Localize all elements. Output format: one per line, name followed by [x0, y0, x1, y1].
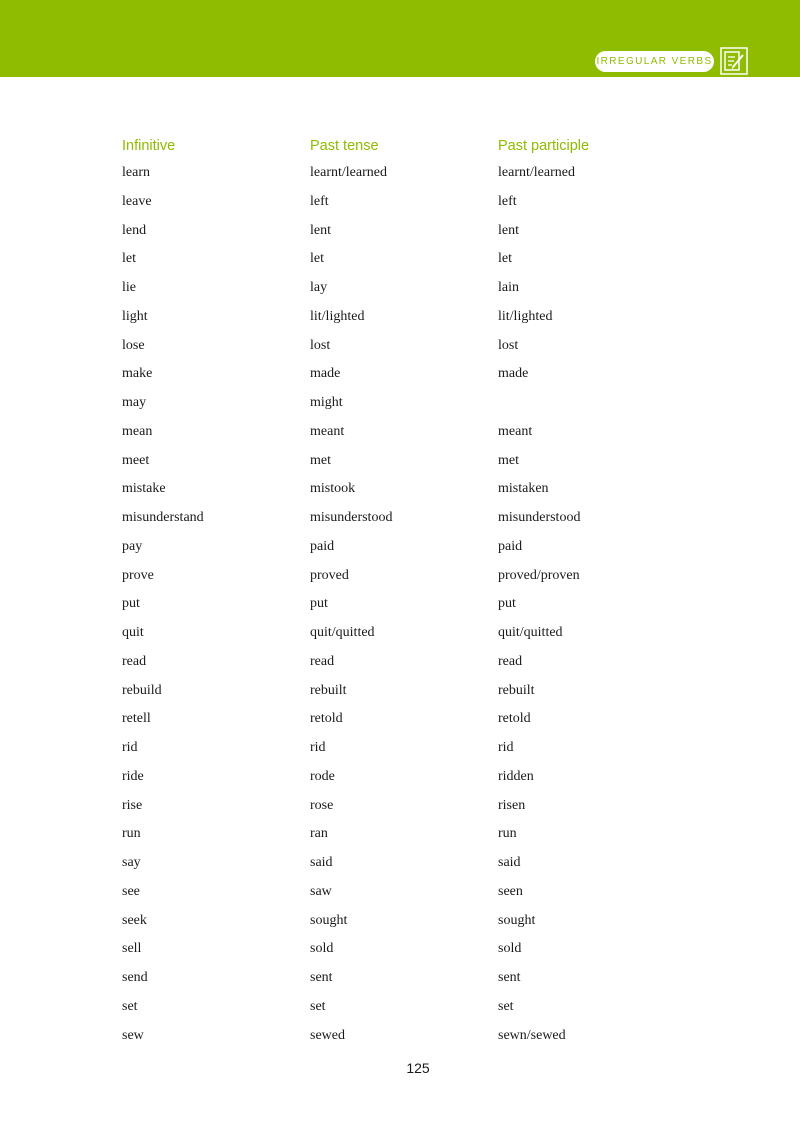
- table-row: [0, 453, 800, 473]
- past-participle-cell: paid: [498, 538, 523, 554]
- table-row: [0, 826, 800, 846]
- infinitive-cell: sell: [122, 941, 142, 957]
- past-tense-cell: lost: [310, 337, 331, 353]
- infinitive-cell: lie: [122, 280, 136, 295]
- table-row: [0, 683, 800, 703]
- table-row: [0, 769, 800, 789]
- infinitive-cell: learn: [122, 165, 150, 180]
- table-row: [0, 1028, 800, 1048]
- infinitive-cell: let: [122, 251, 136, 267]
- table-row: [0, 913, 800, 933]
- past-participle-cell: let: [498, 251, 512, 267]
- past-tense-cell: met: [310, 452, 331, 468]
- past-participle-cell: left: [498, 193, 517, 209]
- past-tense-cell: quit/quitted: [310, 625, 375, 640]
- table-row: [0, 798, 800, 818]
- past-participle-cell: said: [498, 855, 521, 870]
- past-tense-cell: rode: [310, 768, 335, 784]
- past-tense-cell: put: [310, 596, 328, 612]
- past-tense-cell: lent: [310, 222, 331, 238]
- infinitive-cell: rid: [122, 740, 138, 755]
- past-participle-cell: set: [498, 998, 514, 1014]
- past-participle-cell: ridden: [498, 768, 534, 784]
- infinitive-cell: rebuild: [122, 682, 162, 698]
- table-row: [0, 309, 800, 329]
- past-participle-cell: sent: [498, 970, 521, 985]
- past-tense-cell: set: [310, 998, 326, 1014]
- table-row: [0, 366, 800, 386]
- infinitive-cell: run: [122, 826, 141, 842]
- past-tense-cell: rid: [310, 740, 326, 755]
- table-row: [0, 251, 800, 271]
- notepad-pencil-icon: [720, 47, 748, 75]
- infinitive-cell: seek: [122, 912, 147, 928]
- past-tense-cell: retold: [310, 711, 343, 727]
- table-row: [0, 999, 800, 1019]
- past-participle-cell: learnt/learned: [498, 165, 575, 180]
- table-row: [0, 970, 800, 990]
- infinitive-cell: prove: [122, 567, 154, 583]
- past-tense-cell: might: [310, 395, 343, 410]
- past-participle-cell: lit/lighted: [498, 308, 553, 324]
- table-row: [0, 625, 800, 645]
- infinitive-cell: misunderstand: [122, 510, 204, 525]
- table-row: [0, 941, 800, 961]
- infinitive-cell: leave: [122, 193, 152, 209]
- past-tense-cell: rebuilt: [310, 682, 347, 698]
- past-participle-cell: sold: [498, 941, 522, 957]
- past-tense-cell: saw: [310, 883, 332, 899]
- infinitive-cell: see: [122, 883, 140, 899]
- table-row: [0, 740, 800, 760]
- infinitive-cell: sew: [122, 1027, 144, 1043]
- table-row: [0, 165, 800, 185]
- table-row: [0, 338, 800, 358]
- infinitive-cell: lose: [122, 337, 145, 353]
- past-tense-cell: left: [310, 193, 329, 209]
- section-label: IRREGULAR VERBS: [595, 51, 714, 72]
- past-participle-cell: mistaken: [498, 481, 549, 497]
- past-participle-cell: rebuilt: [498, 682, 535, 698]
- table-row: [0, 481, 800, 501]
- infinitive-cell: mistake: [122, 481, 166, 497]
- past-tense-cell: let: [310, 251, 324, 267]
- past-tense-cell: proved: [310, 567, 349, 583]
- infinitive-cell: may: [122, 395, 147, 410]
- column-header-past-participle: Past participle: [498, 138, 590, 154]
- past-participle-cell: sought: [498, 912, 536, 928]
- past-tense-cell: sold: [310, 941, 334, 957]
- table-row: [0, 194, 800, 214]
- infinitive-cell: read: [122, 653, 147, 669]
- past-tense-cell: meant: [310, 423, 345, 439]
- past-tense-cell: mistook: [310, 481, 356, 497]
- past-participle-cell: lost: [498, 337, 519, 353]
- table-row: [0, 539, 800, 559]
- infinitive-cell: lend: [122, 222, 147, 238]
- infinitive-cell: put: [122, 596, 140, 612]
- table-row: [0, 654, 800, 674]
- infinitive-cell: quit: [122, 625, 144, 640]
- past-tense-cell: paid: [310, 538, 335, 554]
- past-tense-cell: sent: [310, 970, 333, 985]
- infinitive-cell: say: [122, 855, 141, 870]
- past-participle-cell: put: [498, 596, 516, 612]
- column-header-past-tense: Past tense: [310, 138, 379, 154]
- past-participle-cell: lent: [498, 222, 519, 238]
- infinitive-cell: ride: [122, 768, 144, 784]
- infinitive-cell: make: [122, 366, 153, 382]
- past-participle-cell: risen: [498, 797, 526, 813]
- past-participle-cell: misunderstood: [498, 510, 581, 525]
- past-participle-cell: retold: [498, 711, 531, 727]
- past-tense-cell: learnt/learned: [310, 165, 387, 180]
- infinitive-cell: set: [122, 998, 138, 1014]
- past-tense-cell: made: [310, 366, 341, 382]
- table-row: [0, 711, 800, 731]
- past-tense-cell: sought: [310, 912, 348, 928]
- infinitive-cell: light: [122, 308, 148, 324]
- past-participle-cell: quit/quitted: [498, 625, 563, 640]
- infinitive-cell: rise: [122, 797, 143, 813]
- infinitive-cell: mean: [122, 423, 153, 439]
- past-participle-cell: run: [498, 826, 517, 842]
- column-header-infinitive: Infinitive: [122, 138, 176, 154]
- past-participle-cell: proved/proven: [498, 567, 580, 583]
- past-tense-cell: misunderstood: [310, 510, 393, 525]
- table-row: [0, 395, 800, 415]
- past-tense-cell: ran: [310, 826, 328, 842]
- table-row: [0, 884, 800, 904]
- past-participle-cell: read: [498, 653, 523, 669]
- table-row: [0, 568, 800, 588]
- past-participle-cell: met: [498, 452, 519, 468]
- past-tense-cell: said: [310, 855, 333, 870]
- past-tense-cell: lit/lighted: [310, 308, 365, 324]
- past-tense-cell: sewed: [310, 1027, 345, 1043]
- table-row: [0, 280, 800, 300]
- infinitive-cell: retell: [122, 711, 151, 727]
- infinitive-cell: send: [122, 970, 148, 985]
- table-row: [0, 424, 800, 444]
- past-participle-cell: made: [498, 366, 529, 382]
- past-participle-cell: seen: [498, 883, 523, 899]
- page-number: 125: [406, 1060, 430, 1076]
- table-row: [0, 510, 800, 530]
- table-row: [0, 223, 800, 243]
- past-participle-cell: meant: [498, 423, 533, 439]
- past-tense-cell: read: [310, 653, 335, 669]
- past-participle-cell: lain: [498, 280, 519, 295]
- past-tense-cell: rose: [310, 797, 334, 813]
- table-row: [0, 596, 800, 616]
- infinitive-cell: meet: [122, 452, 150, 468]
- past-tense-cell: lay: [310, 280, 328, 295]
- table-row: [0, 855, 800, 875]
- infinitive-cell: pay: [122, 538, 143, 554]
- past-participle-cell: rid: [498, 740, 514, 755]
- past-participle-cell: sewn/sewed: [498, 1027, 566, 1043]
